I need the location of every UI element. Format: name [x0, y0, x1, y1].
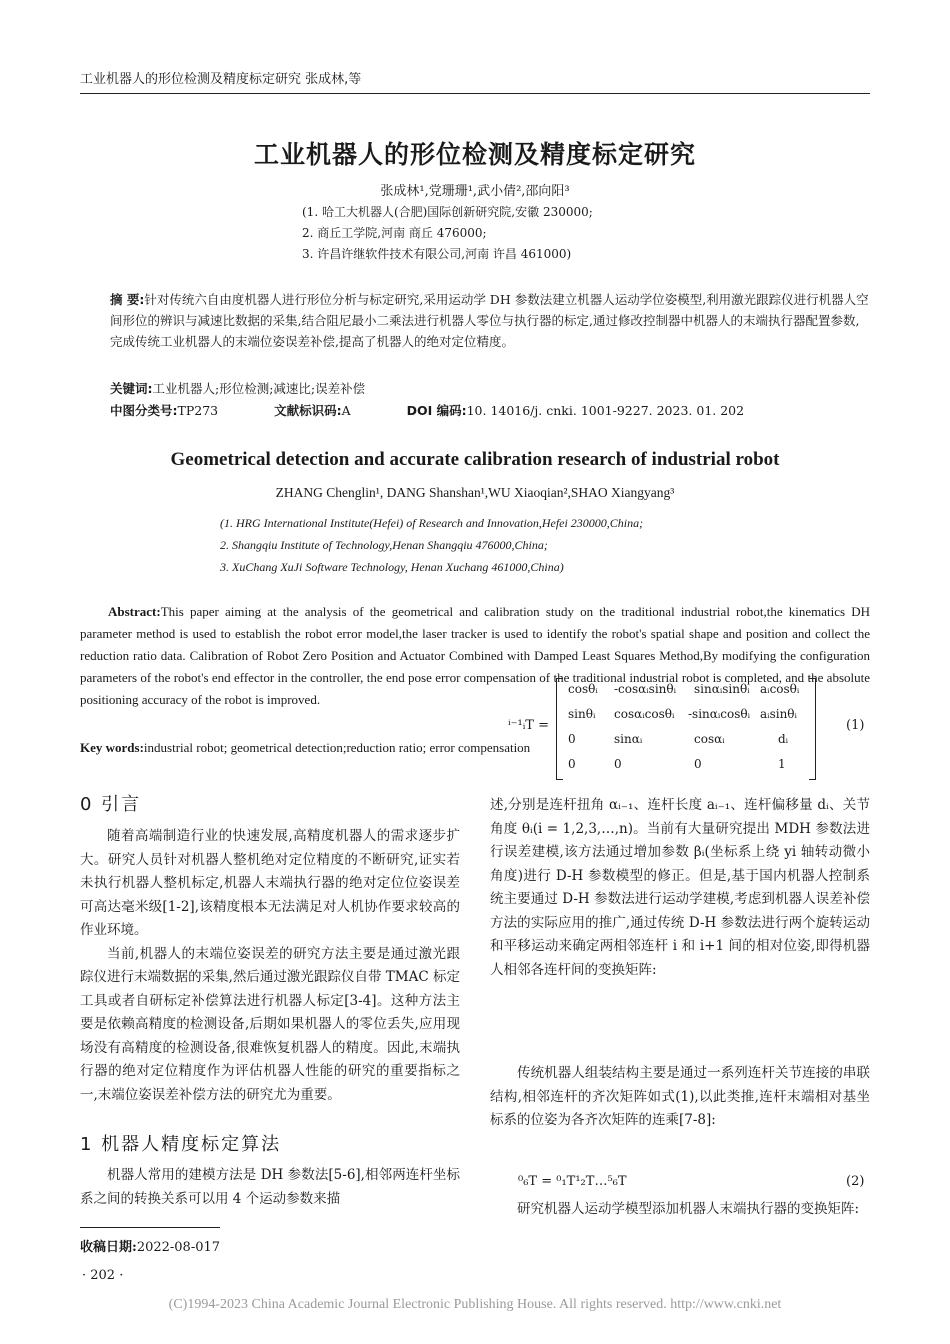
matrix-cell: 0 [614, 757, 622, 771]
abstract-en-label: Abstract: [108, 604, 161, 619]
keywords-en-label: Key words: [80, 740, 144, 755]
title-en: Geometrical detection and accurate calibration research of industrial robot [170, 449, 780, 470]
right-col-para-1: 述,分别是连杆扭角 αᵢ₋₁、连杆长度 aᵢ₋₁、连杆偏移量 dᵢ、关节角度 θᵢ(i = 1,2,3,…,n)。当前有大量研究提出 MDH 参数法进行误差建模,该方法通过增加参数 βᵢ(坐标系上绕 yi 轴转动微小角度)进行 D-H 参数模型的修正。但是,基于国内机器人控制系统主要通过 D-H 参数法进行运动学建模,考虑到机器人误差补偿方法的实际应用的推广,通过传统 D-H 参数法进行两个旋转运动和平移运动来确定两相邻连杆 i 和 i+1 间的相对位姿,即得机器人相邻各连杆间的变换矩阵: [490, 797, 870, 978]
affiliation-zh-2: 2. 商丘工学院,河南 商丘 476000; [302, 226, 487, 240]
classification-line [110, 400, 870, 421]
keywords-zh-text: 工业机器人;形位检测;减速比;误差补偿 [152, 381, 366, 396]
matrix-cell: aᵢsinθᵢ [760, 707, 797, 721]
matrix-cell: cosαᵢ [694, 732, 725, 746]
doc-code-label: 文献标识码: [274, 403, 342, 418]
matrix-cell: dᵢ [778, 732, 789, 746]
right-col-para-3: 研究机器人运动学模型添加机器人末端执行器的变换矩阵: [517, 1201, 860, 1217]
doi-label: DOI 编码: [406, 403, 467, 418]
matrix-left-bracket [556, 678, 563, 780]
clc-value: TP273 [177, 403, 219, 418]
matrix-cell: sinαᵢsinθᵢ [694, 682, 750, 696]
section-0-para-1: 随着高端制造行业的快速发展,高精度机器人的需求逐步扩大。研究人员针对机器人整机绝对定位精度的不断研究,证实若未执行机器人整机标定,机器人末端执行器的绝对定位位姿误差可高达毫米级[1-2],该精度根本无法满足对人机协作要求较高的作业环境。 [80, 828, 460, 938]
matrix-cell: cosαᵢcosθᵢ [614, 707, 675, 721]
footnote-label: 收稿日期: [80, 1240, 137, 1255]
affiliation-en-2: 2. Shangqiu Institute of Technology,Henan Shangqiu 476000,China; [220, 538, 548, 552]
abstract-zh-text: 针对传统六自由度机器人进行形位分析与标定研究,采用运动学 DH 参数法建立机器人运动学位姿模型,利用激光跟踪仪进行机器人空间形位的辨识与减速比数据的采集,结合阻尼最小二乘法进行机器人零位与执行器的标定,通过修改控制器中机器人的末端执行器配置参数,完成传统工业机器人的末端位姿误差补偿,提高了机器人的绝对定位精度。 [110, 292, 869, 349]
matrix-cell: 0 [568, 732, 576, 746]
matrix-cell: 0 [568, 757, 576, 771]
section-0-body [80, 825, 460, 1107]
right-col-para-2: 传统机器人组装结构主要是通过一系列连杆关节连接的串联结构,相邻连杆的齐次矩阵如式(1),以此类推,连杆末端相对基坐标系的位姿为各齐次矩阵的连乘[7-8]: [490, 1065, 870, 1128]
matrix-cell: 0 [694, 757, 702, 771]
abstract-zh [110, 289, 870, 352]
footnote-date: 2022-08-017 [136, 1240, 221, 1255]
section-0-para-2: 当前,机器人的末端位姿误差的研究方法主要是通过激光跟踪仪进行末端数据的采集,然后通过激光跟踪仪自带 TMAC 标定工具或者自研标定补偿算法进行机器人标定[3-4]。这种方法主要是依赖高精度的检测设备,后期如果机器人的零位丢失,应用现场没有高精度的检测设备,很难恢复机器人的精度。因此,末端执行器的绝对定位精度作为评估机器人性能的研究的重要指标之一,末端位姿误差补偿方法的研究尤为重要。 [80, 945, 460, 1103]
section-0-heading: 0 引言 [80, 794, 142, 815]
affiliation-zh-3: 3. 许昌许继软件技术有限公司,河南 许昌 461000) [302, 247, 572, 261]
doc-code-value: A [341, 403, 351, 418]
abstract-zh-label: 摘 要: [110, 292, 145, 307]
header-rule [80, 93, 870, 94]
section-1-heading: 1 机器人精度标定算法 [80, 1134, 282, 1155]
matrix-right-bracket [809, 678, 816, 780]
matrix-lhs: ⁱ⁻¹ᵢT = [508, 718, 549, 733]
matrix-cell: sinθᵢ [568, 707, 596, 721]
title-zh: 工业机器人的形位检测及精度标定研究 [253, 140, 696, 169]
keywords-zh [110, 378, 870, 399]
footnote-rule [80, 1227, 220, 1228]
running-head: 工业机器人的形位检测及精度标定研究 张成林,等 [80, 72, 362, 87]
matrix-cell: cosθᵢ [568, 682, 598, 696]
abstract-en-text: This paper aiming at the analysis of the geometrical and calibration study on the traditional industrial robot,the kinematics DH parameter method is used to establish the robot error model,the laser tracker is used to identify the robot's spatial shape and position and collect the reduction ratio data. Calibration of Robot Zero Position and Actuator Combined with Damped Least Squares Method,By modifying the configuration parameters of the robot's end effector in the controller, the end pose error compensation of the traditional industrial robot is completed, and the absolute positioning accuracy of the robot is improved. [80, 604, 870, 707]
eq2: ⁰₆T = ⁰₁T¹₂T…⁵₆T [518, 1174, 627, 1189]
affiliation-en-1: (1. HRG International Institute(Hefei) of Research and Innovation,Hefei 230000,China; [220, 516, 644, 530]
matrix-cell: sinαᵢ [614, 732, 643, 746]
eq2-number: (2) [846, 1174, 865, 1189]
section-1-body [80, 1164, 460, 1211]
eq1-number: (1) [846, 718, 865, 733]
page-number: · 202 · [82, 1268, 124, 1283]
doi-value: 10. 14016/j. cnki. 1001-9227. 2023. 01. 202 [466, 403, 745, 418]
matrix-cell: -sinαᵢcosθᵢ [688, 707, 751, 721]
affiliation-zh-1: (1. 哈工大机器人(合肥)国际创新研究院,安徽 230000; [302, 205, 593, 219]
matrix-cell: -cosαᵢsinθᵢ [614, 682, 677, 696]
matrix-cell: 1 [778, 757, 786, 771]
dh-matrix [516, 678, 816, 778]
keywords-zh-label: 关键词: [110, 381, 153, 396]
matrix-cell: aᵢcosθᵢ [760, 682, 800, 696]
authors-en: ZHANG Chenglin¹, DANG Shanshan¹,WU Xiaoqian²,SHAO Xiangyang³ [275, 485, 675, 500]
copyright-line: (C)1994-2023 China Academic Journal Electronic Publishing House. All rights reserved. http://www.cnki.net [168, 1297, 782, 1312]
section-1-para-1: 机器人常用的建模方法是 DH 参数法[5-6],相邻两连杆坐标系之间的转换关系可以用 4 个运动参数来描 [80, 1167, 460, 1207]
keywords-en-text: industrial robot; geometrical detection;reduction ratio; error compensation [143, 740, 531, 755]
footnote-received [80, 1236, 220, 1255]
affiliation-en-3: 3. XuChang XuJi Software Technology, Henan Xuchang 461000,China) [220, 560, 564, 574]
clc-label: 中图分类号: [110, 403, 178, 418]
authors-zh: 张成林¹,党珊珊¹,武小倩²,邵向阳³ [380, 184, 570, 199]
